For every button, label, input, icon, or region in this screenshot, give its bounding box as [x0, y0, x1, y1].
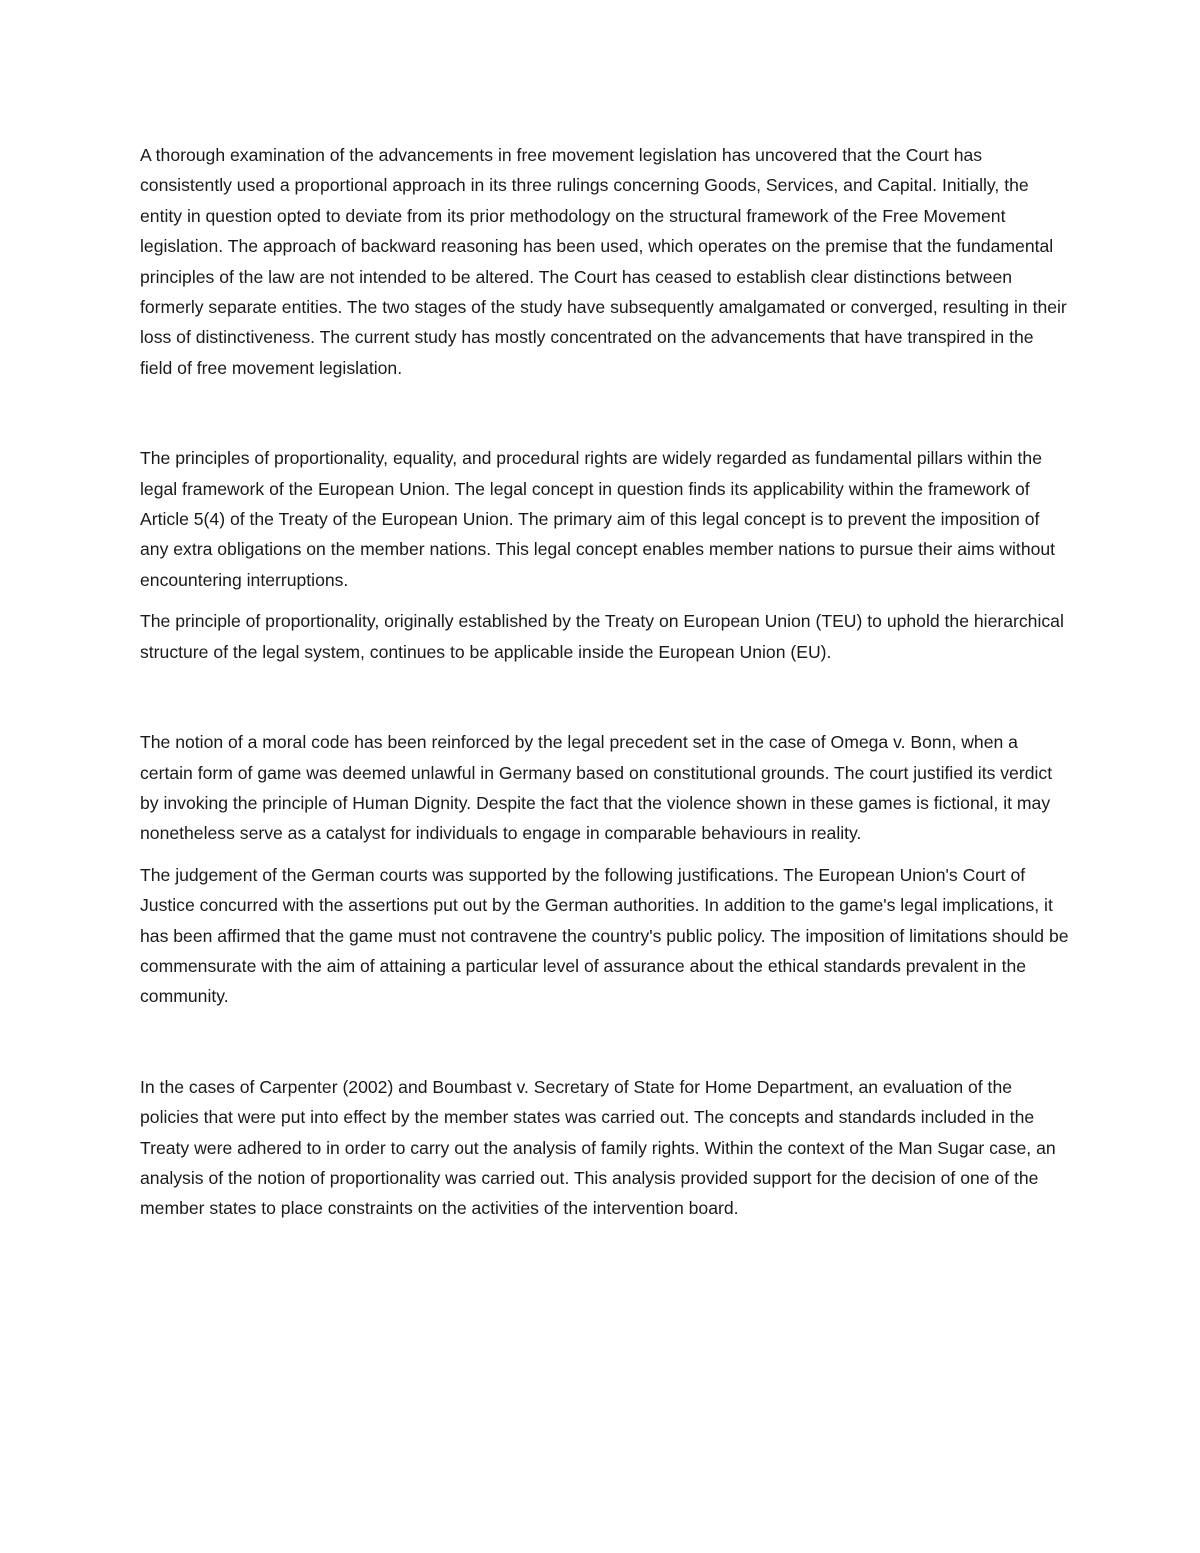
- document-body: [140, 140, 1070, 1224]
- paragraph-4: The notion of a moral code has been reinforced by the legal precedent set in the case of Omega v. Bonn, when a certain form of game was deemed unlawful in Germany based on constitutional grounds. The court justified its verdict by invoking the principle of Human Dignity. Despite the fact that the violence shown in these games is fictional, it may nonetheless serve as a catalyst for individuals to engage in comparable behaviours in reality.: [140, 732, 1053, 844]
- paragraph-1: A thorough examination of the advancements in free movement legislation has uncovered that the Court has consistently used a proportional approach in its three rulings concerning Goods, Services, and Capital. Initially, the entity in question opted to deviate from its prior methodology on the structural framework of the Free Movement legislation. The approach of backward reasoning has been used, which operates on the premise that the fundamental principles of the law are not intended to be altered. The Court has ceased to establish clear distinctions between formerly separate entities. The two stages of the study have subsequently amalgamated or converged, resulting in their loss of distinctiveness. The current study has mostly concentrated on the advancements that have transpired in the field of free movement legislation.: [140, 145, 1067, 378]
- paragraph-2: The principles of proportionality, equality, and procedural rights are widely regarded as fundamental pillars within the legal framework of the European Union. The legal concept in question finds its applicability within the framework of Article 5(4) of the Treaty of the European Union. The primary aim of this legal concept is to prevent the imposition of any extra obligations on the member nations. This legal concept enables member nations to pursue their aims without encountering interruptions.: [140, 448, 1056, 590]
- paragraph-5: The judgement of the German courts was supported by the following justifications. The European Union's Court of Justice concurred with the assertions put out by the German authorities. In addition to the game's legal implications, it has been affirmed that the game must not contravene the country's public policy. The imposition of limitations should be commensurate with the aim of attaining a particular level of assurance about the ethical standards prevalent in the community.: [140, 864, 1069, 1007]
- paragraph-6: In the cases of Carpenter (2002) and Boumbast v. Secretary of State for Home Department, an evaluation of the policies that were put into effect by the member states was carried out. The concepts and standards included in the Treaty were adhered to in order to carry out the analysis of family rights. Within the context of the Man Sugar case, an analysis of the notion of proportionality was carried out. This analysis provided support for the decision of one of the member states to place constraints on the activities of the intervention board.: [140, 1076, 1056, 1219]
- paragraph-3: The principle of proportionality, originally established by the Treaty on European Union (TEU) to uphold the hierarchical structure of the legal system, continues to be applicable inside the European Union (EU).: [140, 611, 1064, 662]
